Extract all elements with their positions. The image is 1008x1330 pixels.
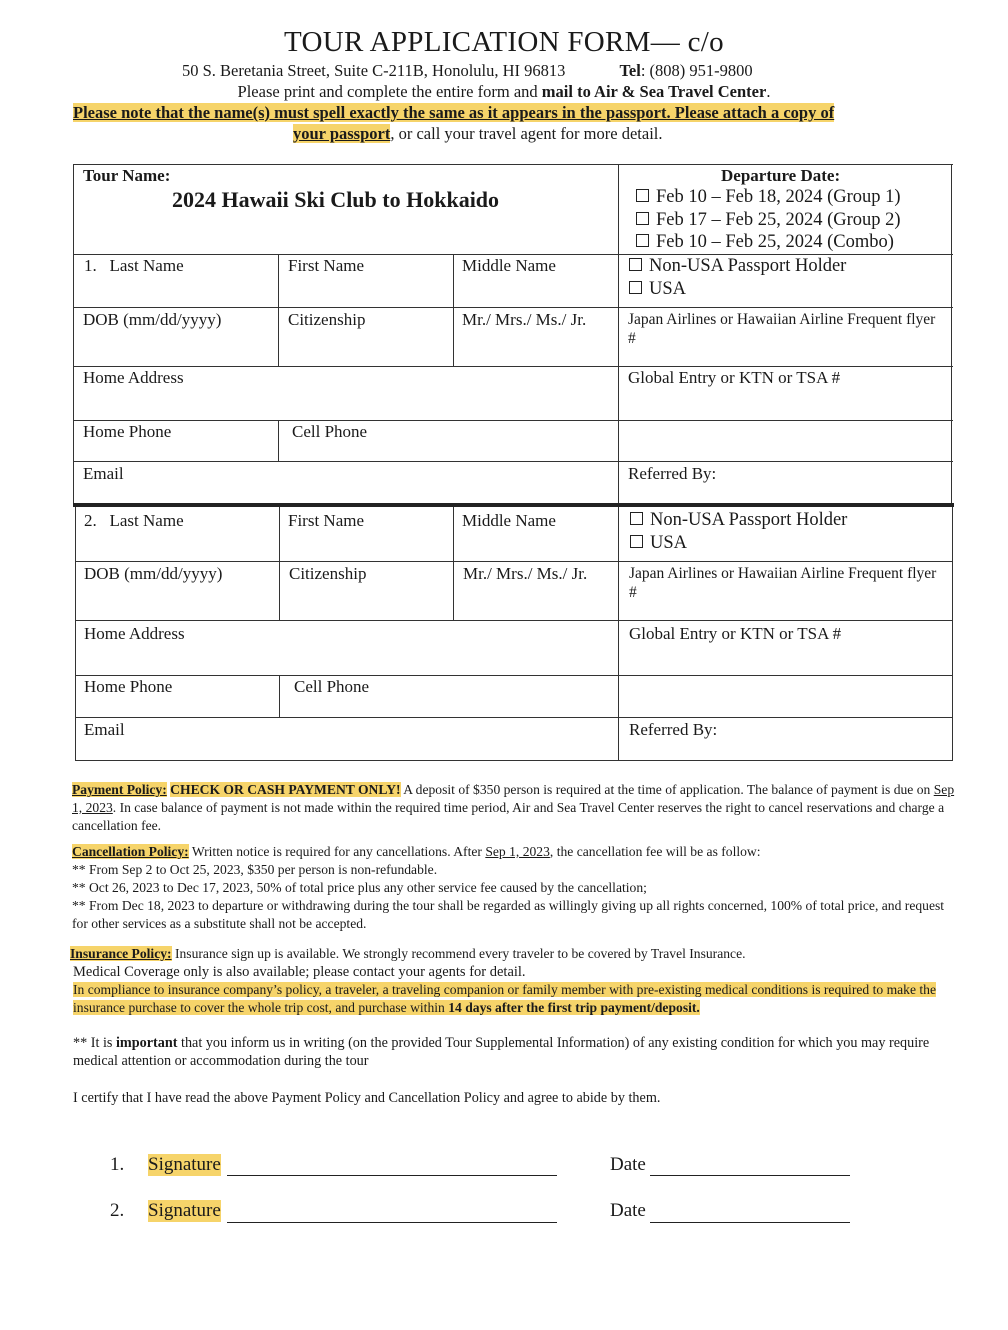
traveler1-middle-name[interactable]: Middle Name <box>462 256 556 275</box>
traveler1-home-address[interactable]: Home Address <box>83 368 184 387</box>
traveler1-frequent-flyer[interactable]: Japan Airlines or Hawaiian Airline Frequent flyer # <box>628 311 936 347</box>
cancellation-item: ** From Dec 18, 2023 to departure or withdrawing during the tour shall be regarded as willingly giving up all rights concerned, 100% of total price, and request for other services as a substitute shall not be accepted. <box>72 898 945 931</box>
signature-number: 2. <box>110 1200 125 1221</box>
checkbox-icon[interactable] <box>629 258 642 271</box>
instructions-text: Please print and complete the entire form and <box>237 82 542 101</box>
traveler1-title[interactable]: Mr./ Mrs./ Ms./ Jr. <box>462 310 587 329</box>
passport-note <box>73 103 834 123</box>
passport-note-line2: your passport <box>293 124 391 143</box>
tel-value: : (808) 951-9800 <box>640 61 753 80</box>
checkbox-icon[interactable] <box>636 189 649 202</box>
traveler1-home-phone[interactable]: Home Phone <box>83 422 172 441</box>
traveler1-referred-by[interactable]: Referred By: <box>628 464 717 483</box>
traveler2-referred-by[interactable]: Referred By: <box>629 720 718 739</box>
traveler2-dob[interactable]: DOB (mm/dd/yyyy) <box>84 564 223 583</box>
cancellation-policy-label: Cancellation Policy: <box>72 844 189 859</box>
traveler2-home-address[interactable]: Home Address <box>84 624 185 643</box>
date-label: Date <box>610 1200 646 1221</box>
cancellation-policy: Cancellation Policy: Written notice is required for any cancellations. After Sep 1, 2023, the cancellation fee will be as follow: ** From Sep 2 to Oct 25, 2023, $350 per person is non-refundable. ** Oct 26, 2023 to Dec 17, 2023, 50% of total price plus any other service fee caused by the cancellation; ** From Dec 18, 2023 to departure or withdrawing during the tour shall be regarded as willingly giving up all rights concerned, 100% of total price, and request for other services as a substitute shall not be accepted. <box>72 844 945 931</box>
traveler1-dob[interactable]: DOB (mm/dd/yyyy) <box>83 310 222 329</box>
tour-name-label: Tour Name: <box>83 166 171 185</box>
instructions <box>0 82 1008 102</box>
traveler2-citizenship[interactable]: Citizenship <box>289 564 367 583</box>
form-title: TOUR APPLICATION FORM— c/o <box>284 26 724 58</box>
date-line-2[interactable] <box>650 1222 850 1223</box>
traveler2-global-entry[interactable]: Global Entry or KTN or TSA # <box>629 624 842 643</box>
traveler1-usa-passport[interactable]: USA <box>629 279 686 300</box>
departure-option-combo[interactable]: Feb 10 – Feb 25, 2024 (Combo) <box>636 232 894 253</box>
departure-option-group1[interactable]: Feb 10 – Feb 18, 2024 (Group 1) <box>636 187 901 208</box>
traveler2-last-name[interactable]: 2. Last Name <box>84 511 184 530</box>
departure-date-label: Departure Date: <box>721 166 841 185</box>
payment-policy: Payment Policy: CHECK OR CASH PAYMENT ONLY! A deposit of $350 person is required at the time of application. The balance of payment is due on Sep 1, 2023. In case balance of payment is not made within the required time period, Air and Sea Travel Center reserves the right to cancel reservations and charge a cancellation fee. <box>72 782 955 833</box>
section-divider <box>73 503 954 507</box>
traveler1-last-name[interactable]: 1. Last Name <box>84 256 184 275</box>
insurance-policy: Insurance Policy: Insurance sign up is available. We strongly recommend every traveler to be covered by Travel Insurance. <box>70 946 746 961</box>
certification-statement: I certify that I have read the above Payment Policy and Cancellation Policy and agree to abide by them. <box>73 1090 661 1106</box>
cancellation-item: ** Oct 26, 2023 to Dec 17, 2023, 50% of total price plus any other service fee caused by the cancellation; <box>72 880 647 895</box>
instructions-end: . <box>766 82 771 101</box>
traveler2-email[interactable]: Email <box>84 720 125 739</box>
traveler2-cell-phone[interactable]: Cell Phone <box>294 677 370 696</box>
date-label: Date <box>610 1154 646 1175</box>
cancellation-item: ** From Sep 2 to Oct 25, 2023, $350 per person is non-refundable. <box>72 862 438 877</box>
traveler1-email[interactable]: Email <box>83 464 124 483</box>
checkbox-icon[interactable] <box>630 512 643 525</box>
traveler1-global-entry[interactable]: Global Entry or KTN or TSA # <box>628 368 841 387</box>
passport-note-line1: Please note that the name(s) must spell exactly the same as it appears in the passport. Please attach a copy of <box>73 103 835 122</box>
traveler2-first-name[interactable]: First Name <box>288 511 365 530</box>
payment-policy-label: Payment Policy: <box>72 782 167 797</box>
passport-note-rest: , or call your travel agent for more detail. <box>390 124 663 143</box>
traveler2-frequent-flyer[interactable]: Japan Airlines or Hawaiian Airline Frequent flyer # <box>629 565 937 601</box>
checkbox-icon[interactable] <box>636 212 649 225</box>
signature-label: Signature <box>148 1200 221 1221</box>
traveler2-title[interactable]: Mr./ Mrs./ Ms./ Jr. <box>463 564 588 583</box>
cancellation-after-date: Sep 1, 2023 <box>485 844 550 859</box>
traveler2-non-usa-passport[interactable]: Non-USA Passport Holder <box>630 510 847 531</box>
traveler1-non-usa-passport[interactable]: Non-USA Passport Holder <box>629 256 846 277</box>
signature-label: Signature <box>148 1154 221 1175</box>
checkbox-icon[interactable] <box>630 535 643 548</box>
traveler1-first-name[interactable]: First Name <box>288 256 365 275</box>
traveler2-usa-passport[interactable]: USA <box>630 533 687 554</box>
checkbox-icon[interactable] <box>636 234 649 247</box>
tour-name: 2024 Hawaii Ski Club to Hokkaido <box>172 187 500 212</box>
traveler2-middle-name[interactable]: Middle Name <box>462 511 556 530</box>
office-address: 50 S. Beretania Street, Suite C-211B, Honolulu, HI 96813 <box>182 61 566 80</box>
traveler2-home-phone[interactable]: Home Phone <box>84 677 173 696</box>
instructions-bold: mail to Air & Sea Travel Center <box>541 82 767 101</box>
signature-line-2[interactable] <box>227 1222 557 1223</box>
insurance-policy-label: Insurance Policy: <box>70 946 172 961</box>
address-line <box>182 61 753 81</box>
passport-note-cont <box>293 124 662 144</box>
important-notice: ** It is important that you inform us in writing (on the provided Tour Supplemental Information) of any existing condition for which you may require medical attention or accommodation during the tour <box>73 1035 930 1069</box>
date-line-1[interactable] <box>650 1175 850 1176</box>
traveler1-citizenship[interactable]: Citizenship <box>288 310 366 329</box>
payment-policy-emphasis: CHECK OR CASH PAYMENT ONLY! <box>170 782 401 797</box>
checkbox-icon[interactable] <box>629 281 642 294</box>
departure-option-group2[interactable]: Feb 17 – Feb 25, 2024 (Group 2) <box>636 210 901 231</box>
traveler1-cell-phone[interactable]: Cell Phone <box>292 422 368 441</box>
insurance-compliance: In compliance to insurance company’s policy, a traveler, a traveling companion or family member with pre-existing medical conditions is required to make the insurance purchase to cover the whole trip cost, and purchase within 14 days after the first trip payment/deposit. <box>73 982 937 1015</box>
payment-due-date: Sep 1, 2023 <box>72 782 955 815</box>
signature-number: 1. <box>110 1154 125 1175</box>
medical-coverage-note: Medical Coverage only is also available; please contact your agents for detail. <box>73 964 526 980</box>
signature-line-1[interactable] <box>227 1175 557 1176</box>
tel-label: Tel <box>619 61 641 80</box>
